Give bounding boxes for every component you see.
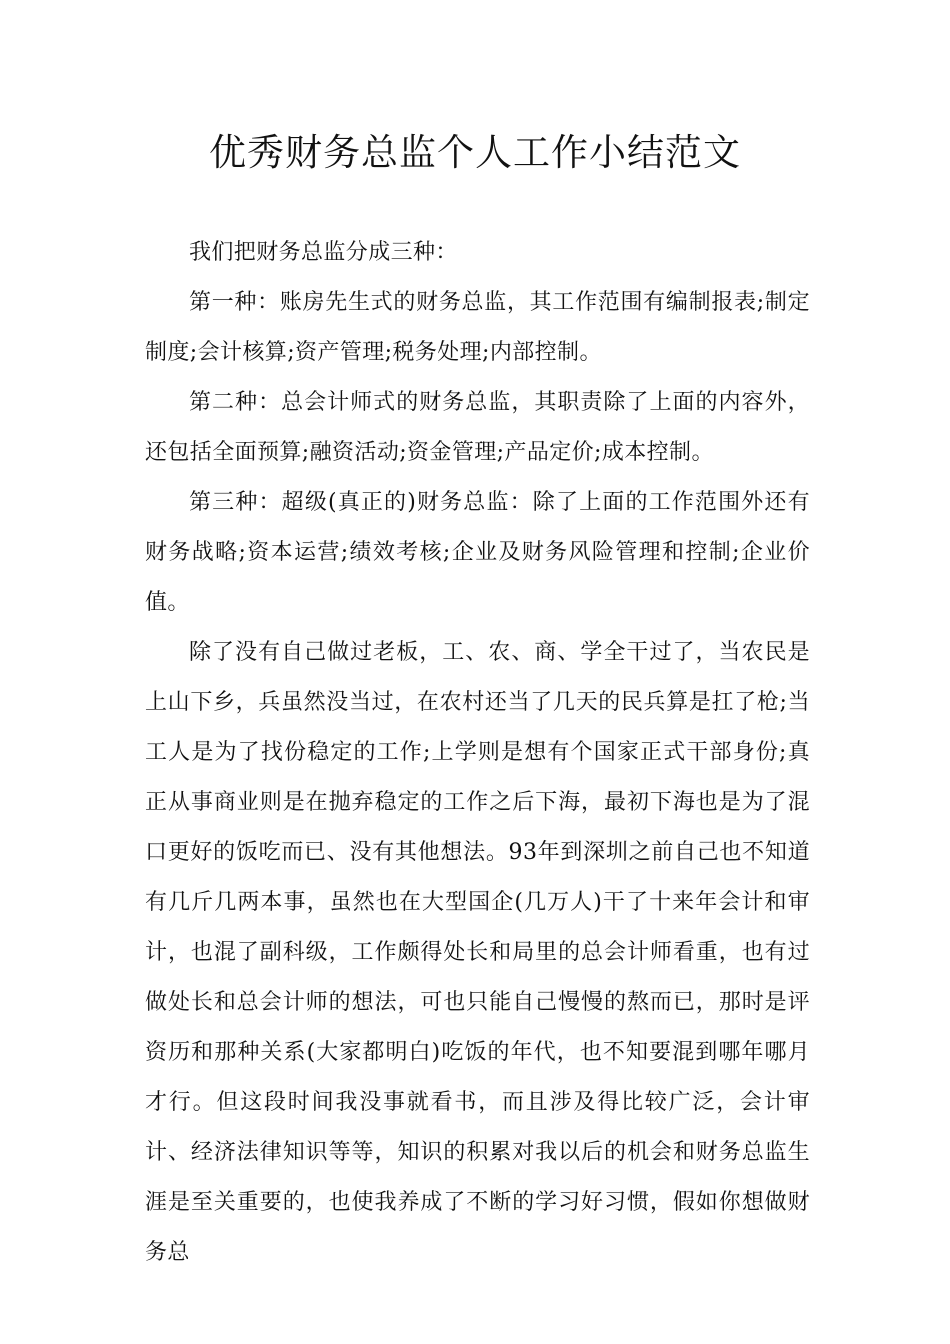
document-body xyxy=(145,228,810,1278)
paragraph-type-three: 第三种：超级(真正的)财务总监：除了上面的工作范围外还有财务战略;资本运营;绩效考核;企业及财务风险管理和控制;企业价值。 xyxy=(145,490,810,615)
paragraph-type-two: 第二种：总会计师式的财务总监，其职责除了上面的内容外，还包括全面预算;融资活动;资金管理;产品定价;成本控制。 xyxy=(145,390,810,465)
document-title: 优秀财务总监个人工作小结范文 xyxy=(209,131,741,174)
paragraph-experience: 除了没有自己做过老板，工、农、商、学全干过了，当农民是上山下乡，兵虽然没当过，在农村还当了几天的民兵算是扛了枪;当工人是为了找份稳定的工作;上学则是想有个国家正式干部身份;真正从事商业则是在抛弃稳定的工作之后下海，最初下海也是为了混口更好的饭吃而已、没有其他想法。93年到深圳之前自己也不知道有几斤几两本事，虽然也在大型国企(几万人)干了十来年会计和审计，也混了副科级，工作颇得处长和局里的总会计师看重，也有过做处长和总会计师的想法，可也只能自己慢慢的熬而已，那时是评资历和那种关系(大家都明白)吃饭的年代，也不知要混到哪年哪月才行。但这段时间我没事就看书，而且涉及得比较广泛，会计审计、经济法律知识等等，知识的积累对我以后的机会和财务总监生涯是至关重要的，也使我养成了不断的学习好习惯，假如你想做财务总 xyxy=(145,640,810,1265)
paragraph-intro: 我们把财务总监分成三种： xyxy=(189,240,458,265)
paragraph-type-one: 第一种：账房先生式的财务总监，其工作范围有编制报表;制定制度;会计核算;资产管理;税务处理;内部控制。 xyxy=(145,290,810,365)
